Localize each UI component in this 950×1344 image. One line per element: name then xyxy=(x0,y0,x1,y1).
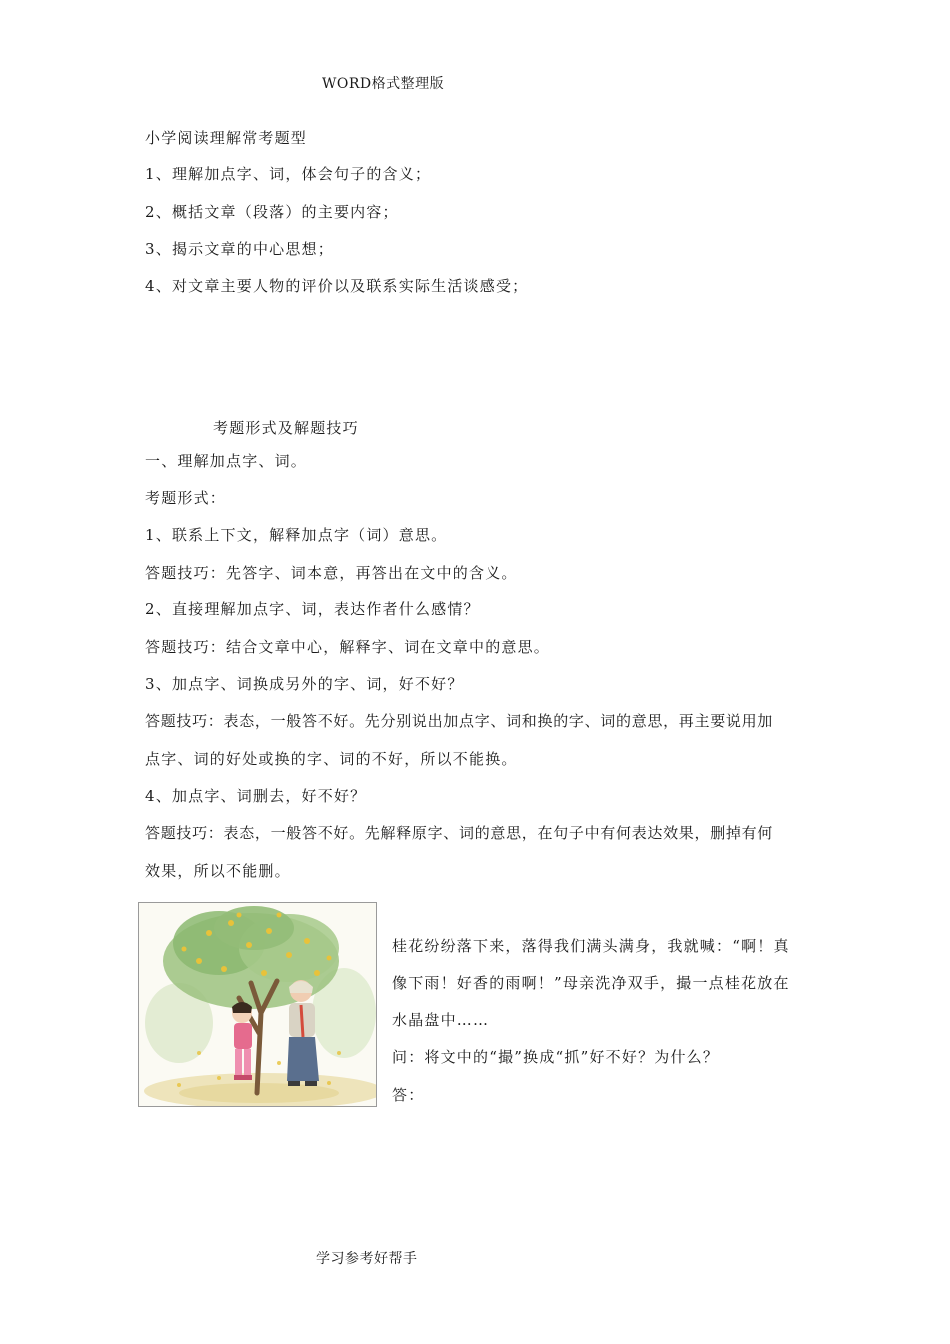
answer-tip-4-line2: 效果，所以不能删。 xyxy=(145,862,291,880)
answer-tip-4-line1: 答题技巧：表态，一般答不好。先解释原字、词的意思，在句子中有何表达效果，删掉有何 xyxy=(145,824,774,842)
passage-line-2: 像下雨！好香的雨啊！”母亲洗净双手，撮一点桂花放在 xyxy=(392,974,790,992)
passage-line-1: 桂花纷纷落下来，落得我们满头满身，我就喊：“啊！真 xyxy=(392,937,790,955)
example-answer-label: 答： xyxy=(392,1086,425,1104)
question-2: 2、直接理解加点字、词，表达作者什么感情？ xyxy=(145,600,480,618)
intro-item-4: 4、对文章主要人物的评价以及联系实际生活谈感受； xyxy=(145,277,529,295)
form-label: 考题形式： xyxy=(145,489,227,507)
section-title: 考题形式及解题技巧 xyxy=(213,419,359,437)
example-question: 问：将文中的“撮”换成“抓”好不好？为什么？ xyxy=(392,1048,720,1066)
intro-item-2: 2、概括文章（段落）的主要内容； xyxy=(145,203,399,221)
intro-item-1: 1、理解加点字、词，体会句子的含义； xyxy=(145,165,432,183)
answer-tip-3-line1: 答题技巧：表态，一般答不好。先分别说出加点字、词和换的字、词的意思，再主要说用加 xyxy=(145,712,774,730)
section-heading: 一、理解加点字、词。 xyxy=(145,452,308,470)
answer-tip-3-line2: 点字、词的好处或换的字、词的不好，所以不能换。 xyxy=(145,750,518,768)
intro-item-3: 3、揭示文章的中心思想； xyxy=(145,240,334,258)
question-4: 4、加点字、词删去，好不好？ xyxy=(145,787,367,805)
page-header: WORD格式整理版 xyxy=(322,76,445,92)
passage-line-3: 水晶盘中…… xyxy=(392,1011,490,1029)
intro-title: 小学阅读理解常考题型 xyxy=(145,129,308,147)
osmanthus-tree-illustration xyxy=(138,902,377,1107)
answer-tip-2: 答题技巧：结合文章中心，解释字、词在文章中的意思。 xyxy=(145,638,551,656)
answer-tip-1: 答题技巧：先答字、词本意，再答出在文中的含义。 xyxy=(145,564,518,582)
page-footer: 学习参考好帮手 xyxy=(316,1251,418,1267)
question-1: 1、联系上下文，解释加点字（词）意思。 xyxy=(145,526,448,544)
question-3: 3、加点字、词换成另外的字、词，好不好？ xyxy=(145,675,464,693)
